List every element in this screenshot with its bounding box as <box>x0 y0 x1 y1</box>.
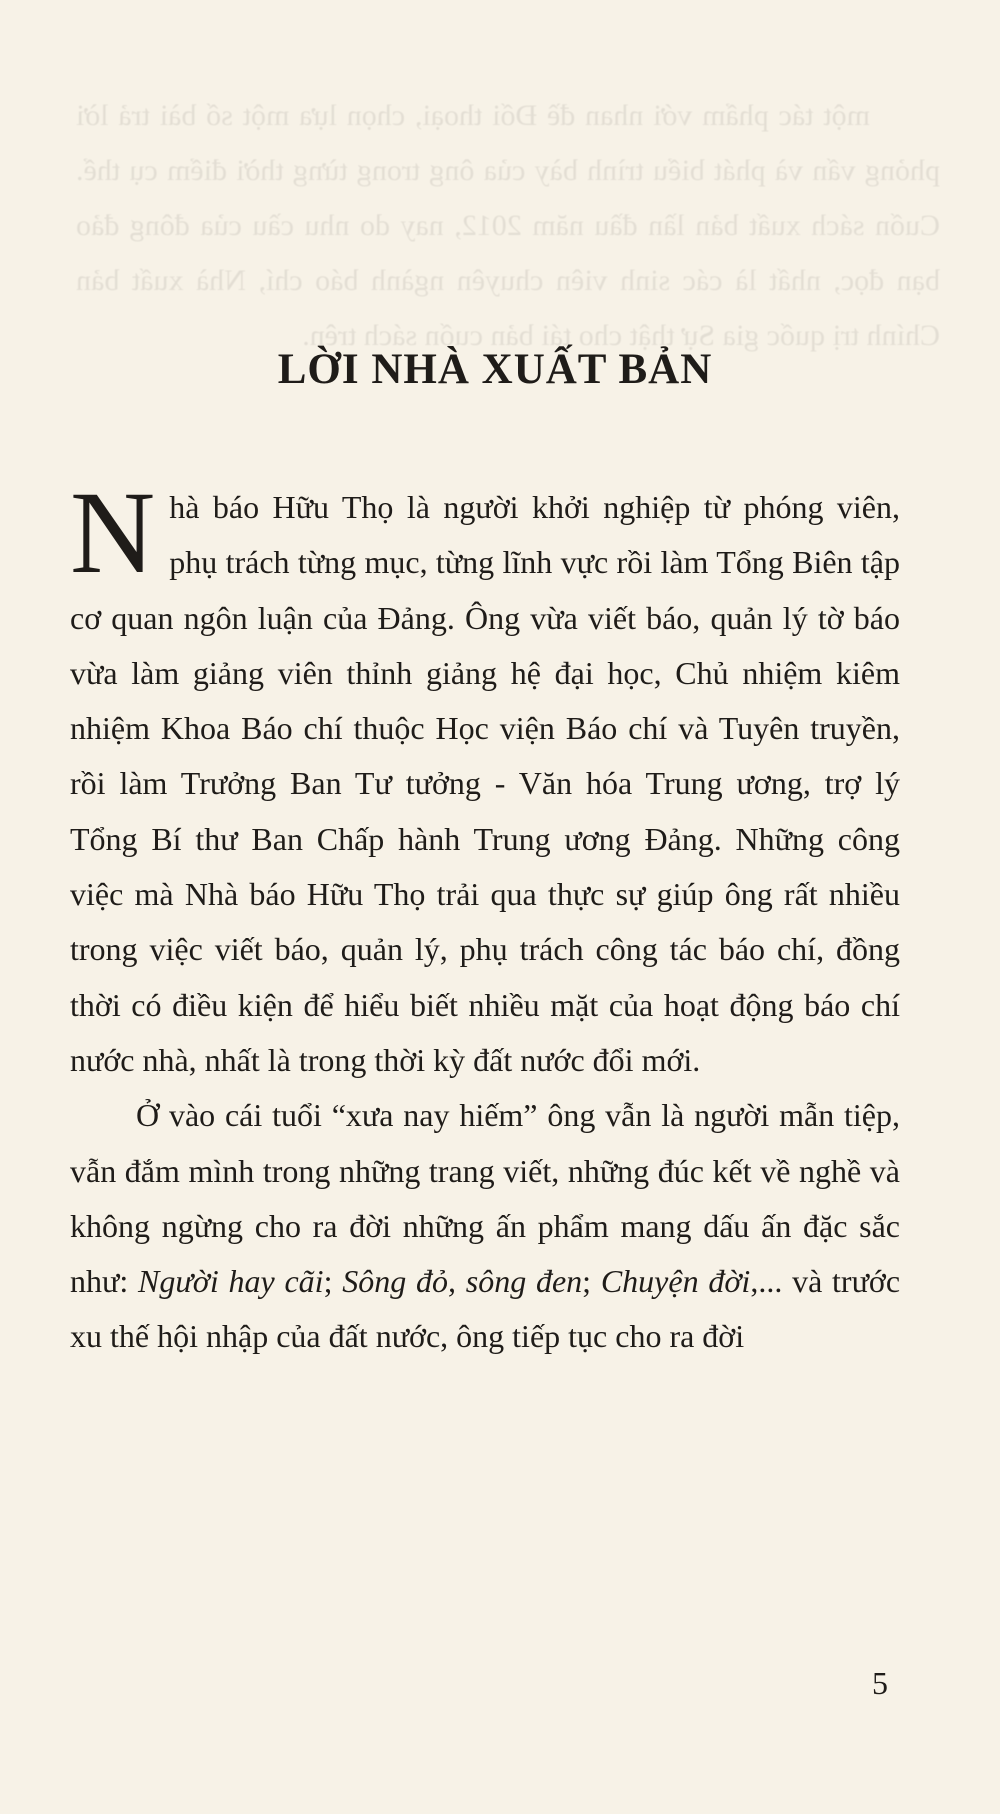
separator-2: ; <box>582 1263 601 1300</box>
book-title-1: Người hay cãi <box>138 1263 324 1300</box>
book-title-3: Chuyện đời <box>600 1263 751 1300</box>
paragraph-1: Nhà báo Hữu Thọ là người khởi nghiệp từ phóng viên, phụ trách từng mục, từng lĩnh vực rồi làm Tổng Biên tập cơ quan ngôn luận của Đảng. Ông vừa viết báo, quản lý tờ báo vừa làm giảng viên thỉnh giảng hệ đại học, Chủ nhiệm kiêm nhiệm Khoa Báo chí thuộc Học viện Báo chí và Tuyên truyền, rồi làm Trưởng Ban Tư tưởng - Văn hóa Trung ương, trợ lý Tổng Bí thư Ban Chấp hành Trung ương Đảng. Những công việc mà Nhà báo Hữu Thọ trải qua thực sự giúp ông rất nhiều trong việc viết báo, quản lý, phụ trách công tác báo chí, đồng thời có điều kiện để hiểu biết nhiều mặt của hoạt động báo chí nước nhà, nhất là trong thời kỳ đất nước đổi mới. <box>70 467 900 1078</box>
page-number: 5 <box>872 1665 888 1701</box>
separator-1: ; <box>323 1263 343 1300</box>
bleed-through-text: một tác phẩm với nhan đề Đối thoại, chọn lựa một số bài trả lời phỏng vấn và phát biểu trình bày của ông trong từng thời điểm cụ thể. Cuốn sách xuất bản lần đầu năm 2012, nay do nhu cầu của đông đảo bạn đọc, nhất là các sinh viên chuyên ngành báo chí, Nhà xuất bản Chính trị quốc gia Sự thật cho tái bản cuốn sách trên. <box>76 99 940 352</box>
body-text <box>70 467 901 1365</box>
paragraph-2 <box>70 1088 900 1364</box>
page-heading: LỜI NHÀ XUẤT BẢN <box>277 346 713 393</box>
paragraph-2-text: Ở vào cái tuổi “xưa nay hiếm” ông vẫn là người mẫn tiệp, vẫn đắm mình trong những trang viết, những đúc kết về nghề và không ngừng cho ra đời những ấn phẩm mang dấu ấn đặc sắc như: <box>70 1097 900 1300</box>
paragraph-2-tail: ,... và trước xu thế hội nhập của đất nước, ông tiếp tục cho ra đời <box>70 1263 901 1355</box>
book-title-2: Sông đỏ, sông đen <box>342 1263 583 1300</box>
